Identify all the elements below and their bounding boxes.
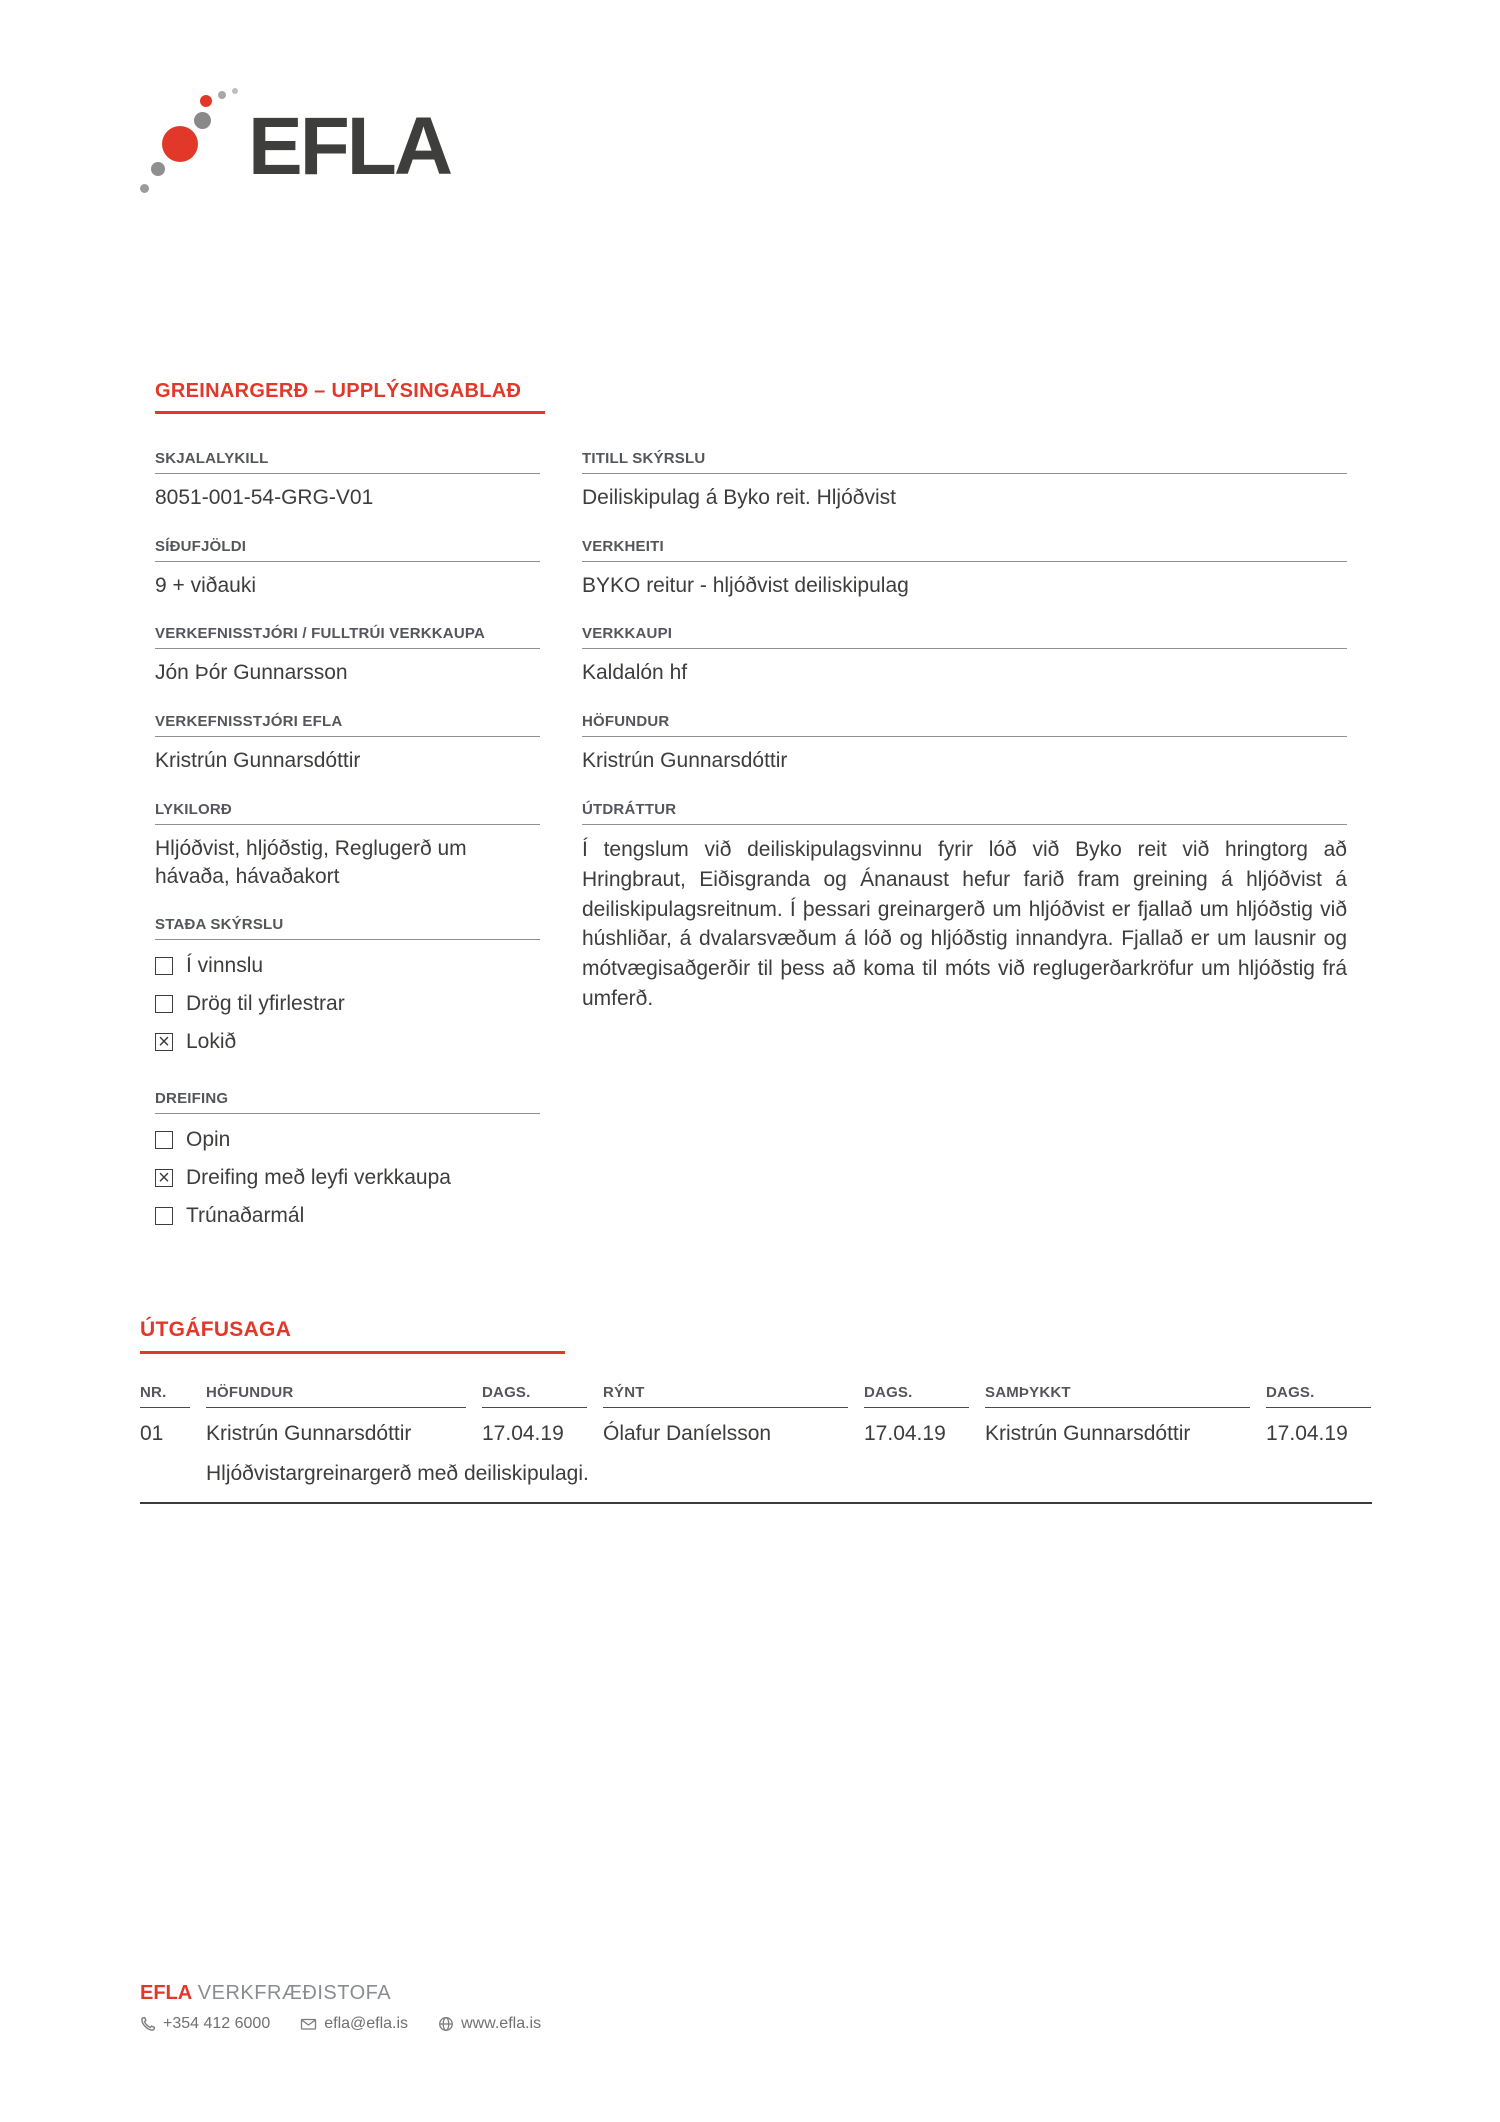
field-value: 8051-001-54-GRG-V01 bbox=[155, 486, 374, 509]
field-label: SÍÐUFJÖLDI bbox=[155, 538, 540, 562]
logo-dot bbox=[151, 162, 165, 176]
field-verkefnisstjori-verkkaupa bbox=[155, 625, 540, 713]
checkbox-label: Lokið bbox=[186, 1030, 237, 1054]
checkbox-icon bbox=[155, 957, 173, 975]
field-label: HÖFUNDUR bbox=[582, 713, 1347, 737]
efla-logo bbox=[138, 82, 478, 222]
field-label: LYKILORÐ bbox=[155, 801, 540, 825]
version-history-section bbox=[140, 1318, 1372, 1504]
field-value: Deiliskipulag á Byko reit. Hljóðvist bbox=[582, 486, 896, 509]
footer-phone bbox=[140, 2015, 270, 2033]
logo-wordmark: EFLA bbox=[248, 101, 451, 192]
checkbox-icon bbox=[155, 995, 173, 1013]
field-value: BYKO reitur - hljóðvist deiliskipulag bbox=[582, 573, 909, 597]
column-header-dags-3: DAGS. bbox=[1266, 1384, 1371, 1408]
field-value: 9 + viðauki bbox=[155, 573, 256, 597]
field-titill-skyrslu bbox=[582, 450, 1347, 538]
checkbox-label: Drög til yfirlestrar bbox=[186, 992, 345, 1016]
table-header-row bbox=[140, 1384, 1372, 1408]
footer bbox=[140, 1982, 1140, 2033]
footer-website-text: www.efla.is bbox=[461, 2015, 542, 2032]
section-title-utgafusaga: ÚTGÁFUSAGA bbox=[140, 1318, 565, 1354]
cell-dags-2: 17.04.19 bbox=[864, 1422, 946, 1445]
footer-website bbox=[438, 2015, 541, 2033]
version-history-table bbox=[140, 1384, 1372, 1504]
checkbox-checked-icon: × bbox=[155, 1033, 173, 1051]
field-verkheiti bbox=[582, 538, 1347, 626]
page-title: GREINARGERÐ – UPPLÝSINGABLAÐ bbox=[155, 380, 545, 414]
field-value: Jón Þór Gunnarsson bbox=[155, 661, 348, 685]
footer-email bbox=[300, 2015, 408, 2033]
field-hofundur bbox=[582, 713, 1347, 801]
logo-dot bbox=[140, 184, 149, 193]
checkbox-option-dreifing-med-leyfi bbox=[155, 1166, 540, 1190]
checkbox-label: Trúnaðarmál bbox=[186, 1204, 305, 1228]
field-label: STAÐA SKÝRSLU bbox=[155, 916, 540, 940]
field-value: Kristrún Gunnarsdóttir bbox=[582, 749, 788, 773]
checkbox-option-lokid bbox=[155, 1030, 540, 1054]
field-label: VERKHEITI bbox=[582, 538, 1347, 562]
globe-icon bbox=[438, 2016, 454, 2032]
field-skjalalykill bbox=[155, 450, 540, 538]
field-label: TITILL SKÝRSLU bbox=[582, 450, 1347, 474]
cell-dags-1: 17.04.19 bbox=[482, 1422, 564, 1445]
field-sidufjoldi bbox=[155, 538, 540, 626]
footer-contacts bbox=[140, 2015, 1140, 2033]
info-column-right bbox=[582, 450, 1347, 1264]
field-label: VERKKAUPI bbox=[582, 625, 1347, 649]
field-stada-skyrslu bbox=[155, 916, 540, 1090]
info-grid bbox=[155, 450, 1347, 1264]
checkbox-option-i-vinnslu bbox=[155, 954, 540, 978]
field-label: VERKEFNISSTJÓRI / FULLTRÚI VERKKAUPA bbox=[155, 625, 540, 649]
info-column-left bbox=[155, 450, 540, 1264]
status-checkbox-group bbox=[155, 940, 540, 1090]
table-row bbox=[140, 1408, 1372, 1446]
field-value: Kristrún Gunnarsdóttir bbox=[155, 749, 361, 773]
column-header-samthykkt: SAMÞYKKT bbox=[985, 1384, 1250, 1408]
cell-dags-3: 17.04.19 bbox=[1266, 1422, 1348, 1445]
field-utdrattur bbox=[582, 801, 1347, 1014]
abstract-text: Í tengslum við deiliskipulagsvinnu fyrir lóð við Byko reit við hringtorg að Hringbraut, Eiðisgranda og Ánanaust hefur farið fram greining á hljóðvist á deiliskipulagsreitnum. Í þessari greinargerð um hljóðvist er fjallað um hljóðstig við húshliðar, á dvalarsvæðum á lóð og hljóðstig innandyra. Fjallað er um lausnir og mótvægisaðgerðir til þess að koma til móts við reglugerðarkröfur um hljóðstig frá umferð. bbox=[582, 837, 1347, 1010]
checkbox-icon bbox=[155, 1207, 173, 1225]
logo-dot bbox=[218, 91, 226, 99]
cell-hofundur: Kristrún Gunnarsdóttir bbox=[206, 1422, 412, 1445]
footer-brand-name: EFLA bbox=[140, 1982, 193, 2004]
row-description: Hljóðvistargreinargerð með deiliskipulagi. bbox=[206, 1462, 589, 1485]
field-label: VERKEFNISSTJÓRI EFLA bbox=[155, 713, 540, 737]
distribution-checkbox-group bbox=[155, 1114, 540, 1264]
checkbox-option-drog bbox=[155, 992, 540, 1016]
logo-dot-red bbox=[200, 95, 212, 107]
logo-dot-red bbox=[162, 126, 198, 162]
field-verkefnisstjori-efla bbox=[155, 713, 540, 801]
footer-phone-text: +354 412 6000 bbox=[163, 2015, 271, 2032]
footer-email-text: efla@efla.is bbox=[324, 2015, 409, 2032]
checkbox-option-opin bbox=[155, 1128, 540, 1152]
cell-nr: 01 bbox=[140, 1422, 164, 1445]
field-label: DREIFING bbox=[155, 1090, 540, 1114]
checkbox-label: Í vinnslu bbox=[186, 954, 264, 978]
cell-rynt: Ólafur Daníelsson bbox=[603, 1422, 772, 1445]
column-header-rynt: RÝNT bbox=[603, 1384, 848, 1408]
column-header-dags-2: DAGS. bbox=[864, 1384, 969, 1408]
column-header-hofundur: HÖFUNDUR bbox=[206, 1384, 466, 1408]
phone-icon bbox=[140, 2016, 156, 2032]
column-header-dags-1: DAGS. bbox=[482, 1384, 587, 1408]
checkbox-label: Dreifing með leyfi verkkaupa bbox=[186, 1166, 451, 1190]
logo-dot bbox=[232, 88, 238, 94]
field-lykilord bbox=[155, 801, 540, 916]
field-verkkaupi bbox=[582, 625, 1347, 713]
logo-dots-icon bbox=[138, 90, 248, 205]
cell-samthykkt: Kristrún Gunnarsdóttir bbox=[985, 1422, 1191, 1445]
field-value: Kaldalón hf bbox=[582, 661, 688, 685]
field-dreifing bbox=[155, 1090, 540, 1264]
field-label: ÚTDRÁTTUR bbox=[582, 801, 1347, 825]
footer-brand bbox=[140, 1982, 1140, 2005]
logo-dot bbox=[194, 112, 211, 129]
checkbox-checked-icon: × bbox=[155, 1169, 173, 1187]
column-header-nr: NR. bbox=[140, 1384, 190, 1408]
footer-brand-suffix: VERKFRÆÐISTOFA bbox=[197, 1982, 392, 2004]
field-value: Hljóðvist, hljóðstig, Reglugerð um hávaða, hávaðakort bbox=[155, 836, 467, 888]
checkbox-option-trunadarmal bbox=[155, 1204, 540, 1228]
email-icon bbox=[300, 2016, 317, 2032]
checkbox-icon bbox=[155, 1131, 173, 1149]
field-label: SKJALALYKILL bbox=[155, 450, 540, 474]
checkbox-label: Opin bbox=[186, 1128, 231, 1152]
